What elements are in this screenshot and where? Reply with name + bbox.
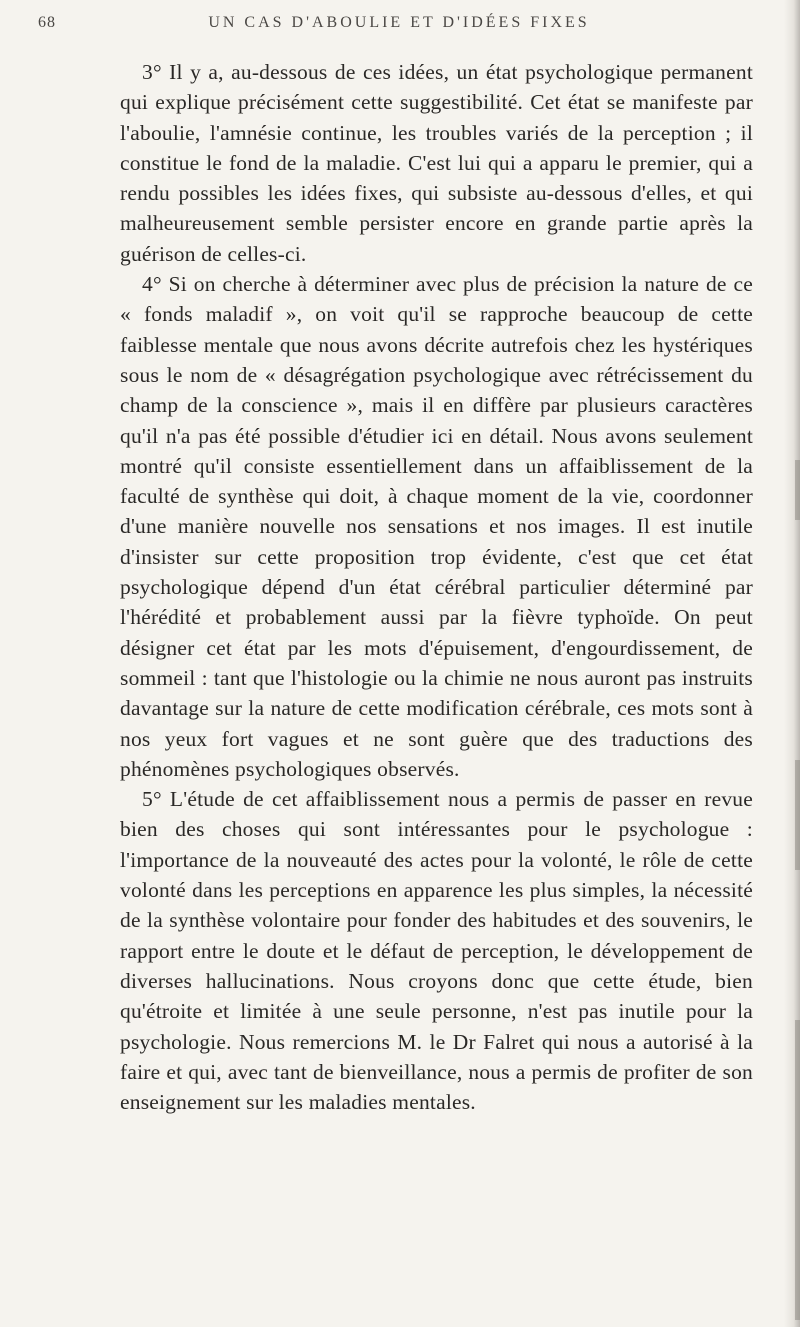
- paragraph-5: 5° L'étude de cet affaiblissement nous a permis de passer en revue bien des choses qui sont intéressantes pour le psychologue : l'importance de la nouveauté des actes pour la volonté, le rôle de cette volonté dans les perceptions en apparence les plus simples, la nécessité de la synthèse volontaire pour fonder des habitudes et des souvenirs, le rapport entre le doute et le défaut de perception, le développement de diverses hallucinations. Nous croyons donc que cette étude, bien qu'étroite et limitée à une seule personne, n'est pas inutile pour la psychologie. Nous remercions M. le Dr Falret qui nous a autorisé à la faire et qui, avec tant de bienveillance, nous a permis de profiter de son enseignement sur les maladies mentales.: [120, 787, 753, 1115]
- running-head: [38, 14, 760, 42]
- page-edge-mark: [795, 760, 800, 870]
- running-title: UN CAS D'ABOULIE ET D'IDÉES FIXES: [208, 14, 590, 31]
- page-edge-mark: [795, 460, 800, 520]
- paragraph-3: 3° Il y a, au-dessous de ces idées, un état psychologique permanent qui explique précisément cette suggestibilité. Cet état se manifeste par l'aboulie, l'amnésie continue, les troubles variés de la perception ; il constitue le fond de la maladie. C'est lui qui a apparu le premier, qui a rendu possibles les idées fixes, qui subsiste au-dessous d'elles, et qui malheureusement semble persister encore en grande partie après la guérison de celles-ci.: [120, 60, 753, 266]
- page-number: 68: [38, 14, 56, 31]
- body-text: [120, 57, 753, 1117]
- page-edge-mark: [795, 1020, 800, 1320]
- paragraph-4: 4° Si on cherche à déterminer avec plus de précision la nature de ce « fonds maladif », on voit qu'il se rapproche beaucoup de cette faiblesse mentale que nous avons décrite autrefois chez les hystériques sous le nom de « désagrégation psychologique avec rétrécissement du champ de la conscience », mais il en diffère par plusieurs caractères qu'il n'a pas été possible d'étudier ici en détail. Nous avons seulement montré qu'il consiste essentiellement dans un affaiblissement de la faculté de synthèse qui doit, à chaque moment de la vie, coordonner d'une manière nouvelle nos sensations et nos images. Il est inutile d'insister sur cette proposition trop évidente, c'est que cet état psychologique dépend d'un état cérébral particulier déterminé par l'hérédité et probablement aussi par la fièvre typhoïde. On peut désigner cet état par les mots d'épuisement, d'engourdissement, de sommeil : tant que l'histologie ou la chimie ne nous auront pas instruits davantage sur la nature de cette modification cérébrale, ces mots sont à nos yeux fort vagues et ne sont guère que des traductions des phénomènes psychologiques observés.: [120, 272, 753, 781]
